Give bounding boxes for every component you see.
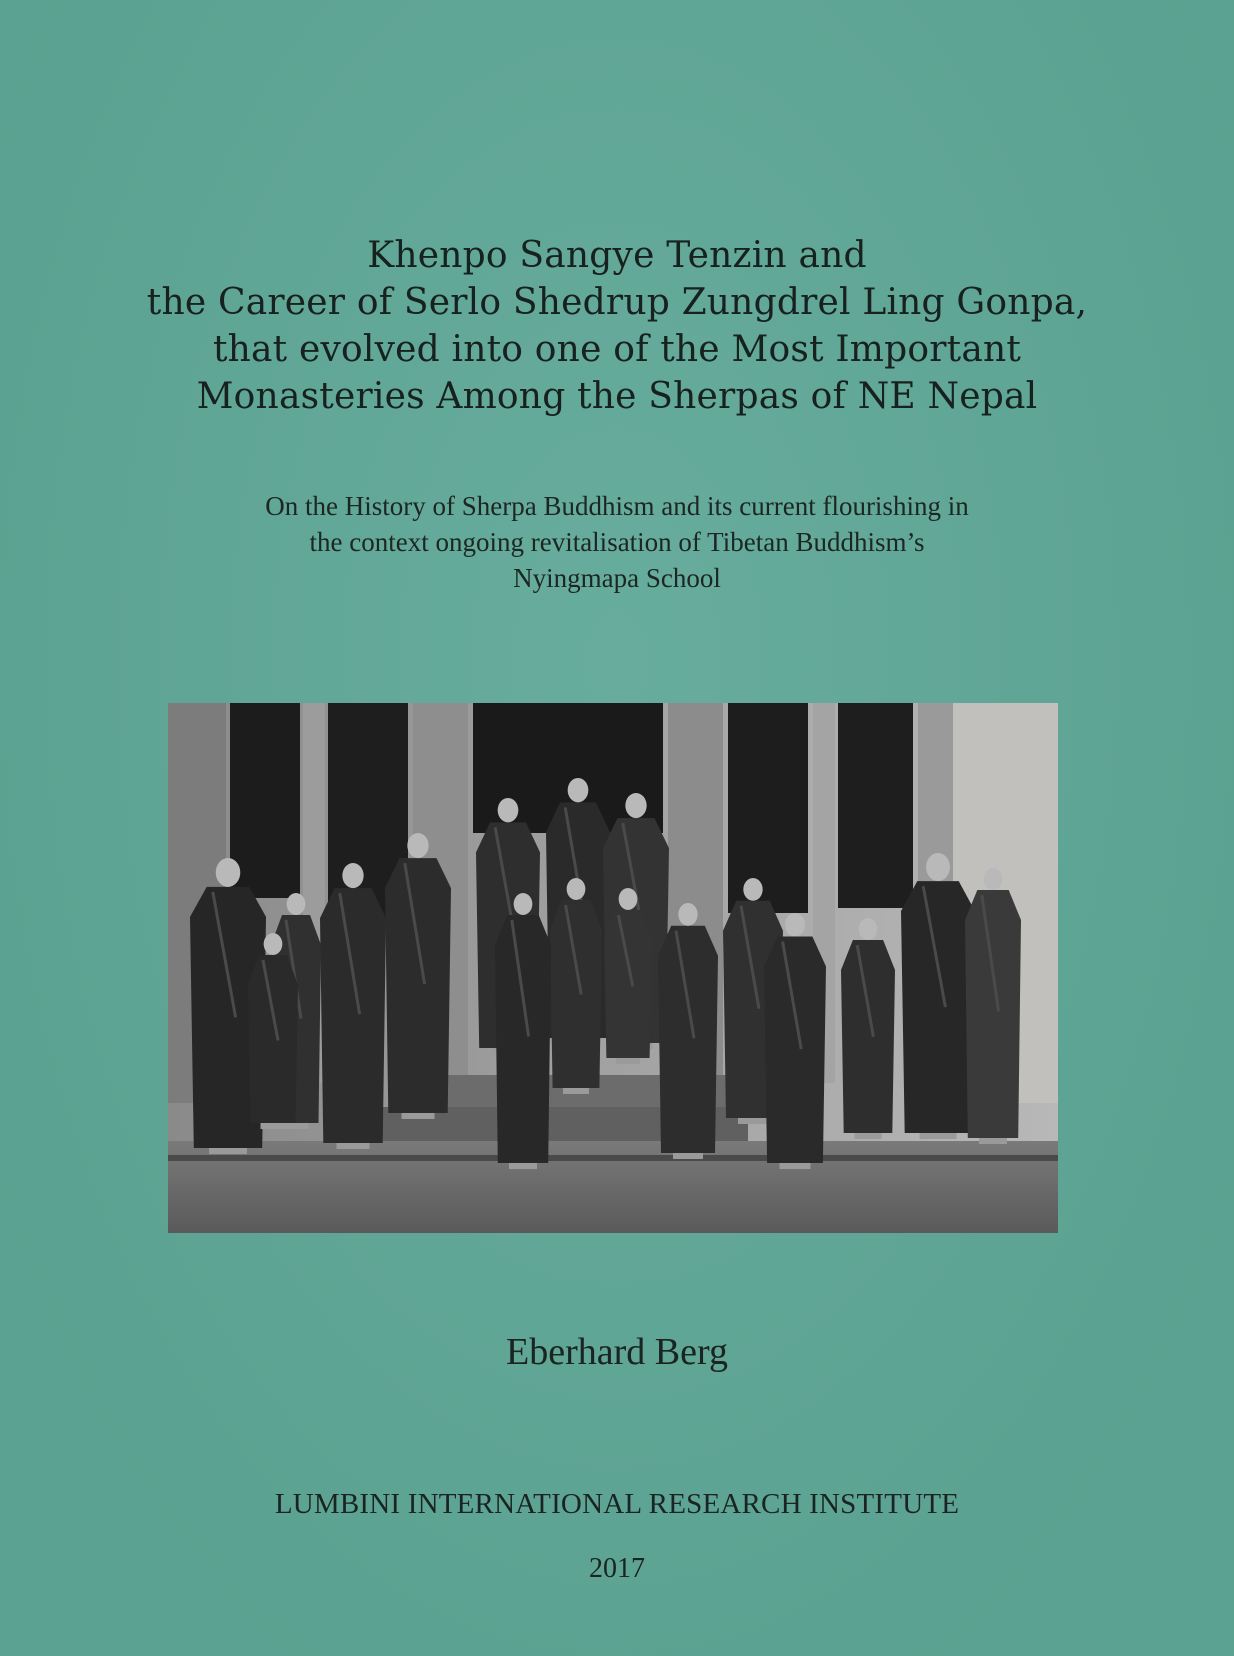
person-robe xyxy=(385,858,451,1113)
book-title xyxy=(60,232,1174,420)
cover-photo xyxy=(168,703,1058,1233)
title-line-3: that evolved into one of the Most Important xyxy=(212,329,1022,370)
title-line-2: the Career of Serlo Shedrup Zungdrel Ling Gonpa, xyxy=(146,282,1088,323)
person-feet xyxy=(673,1153,703,1159)
window-3 xyxy=(728,703,808,913)
person-head xyxy=(678,903,697,926)
person-head xyxy=(264,933,283,955)
person-feet xyxy=(402,1113,435,1119)
person-robe xyxy=(248,955,298,1123)
person-head xyxy=(568,778,589,802)
person-robe xyxy=(495,915,551,1163)
monks-photo-illustration xyxy=(168,703,1058,1233)
publication-year: 2017 xyxy=(589,1553,645,1584)
person-feet xyxy=(855,1133,882,1139)
person-head xyxy=(407,833,428,858)
person-head xyxy=(619,888,638,910)
person-feet xyxy=(209,1148,247,1154)
subtitle-line-2: the context ongoing revitalisation of Tibetan Buddhism’s xyxy=(309,527,925,557)
person-head xyxy=(498,798,519,822)
ground-edge xyxy=(168,1155,1058,1161)
person-figure xyxy=(841,918,895,1139)
person-feet xyxy=(337,1143,370,1149)
person-robe xyxy=(320,888,386,1143)
person-figure xyxy=(658,903,718,1159)
person-figure xyxy=(320,863,386,1149)
person-robe xyxy=(965,890,1021,1138)
title-line-1: Khenpo Sangye Tenzin and xyxy=(367,235,867,276)
person-figure xyxy=(901,853,975,1139)
person-feet xyxy=(616,1058,640,1064)
person-robe xyxy=(764,937,826,1163)
person-head xyxy=(287,893,306,915)
publisher-name: LUMBINI INTERNATIONAL RESEARCH INSTITUTE xyxy=(274,1488,960,1520)
person-feet xyxy=(920,1133,957,1139)
person-robe xyxy=(901,881,975,1133)
person-robe xyxy=(550,900,602,1088)
person-head xyxy=(984,868,1003,890)
person-feet xyxy=(563,1088,589,1094)
subtitle-line-1: On the History of Sherpa Buddhism and its current flourishing in xyxy=(265,491,969,521)
person-head xyxy=(859,918,878,940)
person-head xyxy=(216,858,241,887)
person-robe xyxy=(604,910,652,1058)
person-figure xyxy=(550,878,602,1094)
person-figure xyxy=(385,833,451,1119)
person-head xyxy=(567,878,586,900)
person-feet xyxy=(284,1123,309,1129)
person-head xyxy=(785,913,805,937)
person-figure xyxy=(764,913,826,1169)
person-robe xyxy=(841,940,895,1133)
person-head xyxy=(514,893,533,915)
window-4 xyxy=(838,703,913,908)
person-head xyxy=(342,863,363,888)
subtitle-line-3: Nyingmapa School xyxy=(513,563,721,593)
person-feet xyxy=(509,1163,537,1169)
person-figure xyxy=(495,893,551,1169)
person-head xyxy=(926,853,950,881)
ground xyxy=(168,1141,1058,1233)
person-feet xyxy=(979,1138,1007,1144)
title-line-4: Monasteries Among the Sherpas of NE Nepal xyxy=(196,376,1038,417)
person-feet xyxy=(780,1163,811,1169)
author-name: Eberhard Berg xyxy=(506,1331,728,1373)
person-feet xyxy=(738,1118,768,1124)
person-head xyxy=(743,878,762,901)
window-1 xyxy=(230,703,300,898)
person-head xyxy=(625,793,646,818)
book-subtitle xyxy=(100,488,1134,596)
person-feet xyxy=(261,1123,286,1129)
person-figure xyxy=(965,868,1021,1144)
person-robe xyxy=(658,926,718,1153)
